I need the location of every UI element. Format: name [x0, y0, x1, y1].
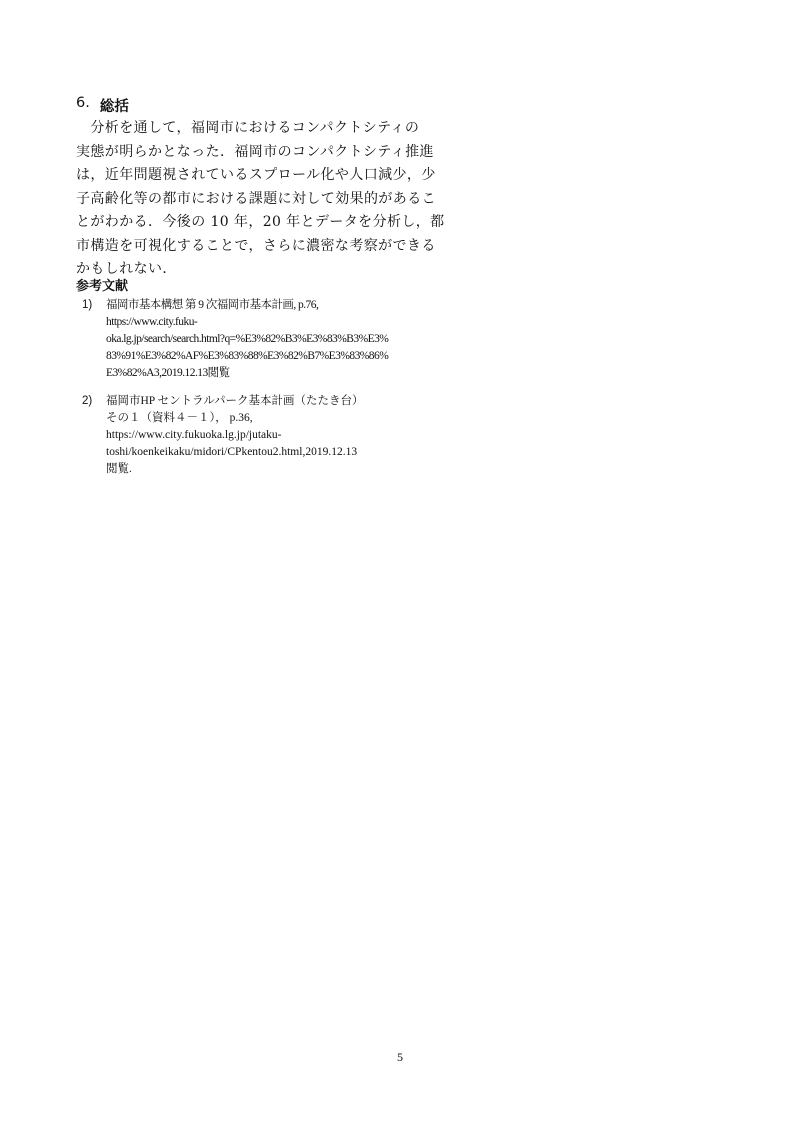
reference-line: 福岡市HP セントラルパーク基本計画（たたき台）: [106, 395, 364, 407]
section-heading: [76, 95, 129, 116]
reference-url-line: https://www.city.fuku-: [106, 316, 198, 328]
reference-text: [106, 297, 406, 382]
section-title: 総括: [99, 99, 129, 115]
reference-line: その１（資料４－１）， p.36,: [106, 412, 253, 424]
paragraph-line: 実態が明らかとなった．福岡市のコンパクトシティ推進: [76, 143, 434, 160]
reference-number: 1): [82, 299, 93, 311]
page-number: 5: [397, 1050, 403, 1064]
reference-url-line: https://www.city.fukuoka.lg.jp/jutaku-: [106, 429, 282, 441]
summary-paragraph: [76, 117, 445, 282]
reference-text: [106, 393, 406, 478]
paragraph-line: 子高齢化等の都市における課題に対して効果的があるこ: [76, 190, 436, 207]
reference-line: 福岡市基本構想 第 9 次福岡市基本計画, p.76,: [106, 299, 319, 311]
references-heading: 参考文献: [76, 279, 129, 294]
section-number: 6.: [76, 95, 90, 111]
paragraph-line: とがわかる．今後の 10 年，20 年とデータを分析し，都: [76, 214, 445, 230]
reference-line: E3%82%A3,2019.12.13閲覧: [106, 367, 230, 379]
reference-url-line: 83%91%E3%82%AF%E3%83%88%E3%82%B7%E3%83%86%: [106, 350, 389, 362]
reference-line: 閲覧.: [106, 463, 132, 475]
paragraph-line: 市構造を可視化することで，さらに濃密な考察ができる: [76, 237, 436, 254]
paragraph-line: は，近年問題視されているスプロール化や人口減少，少: [76, 167, 436, 183]
paragraph-line: 分析を通して，福岡市におけるコンパクトシティの: [76, 120, 420, 136]
reference-url-line: toshi/koenkeikaku/midori/CPkentou2.html,2019.12.13: [106, 446, 358, 458]
paragraph-line: かもしれない．: [76, 261, 177, 277]
reference-url-line: oka.lg.jp/search/search.html?q=%E3%82%B3%E3%83%B3%E3%: [106, 333, 389, 345]
reference-number: 2): [82, 395, 93, 407]
